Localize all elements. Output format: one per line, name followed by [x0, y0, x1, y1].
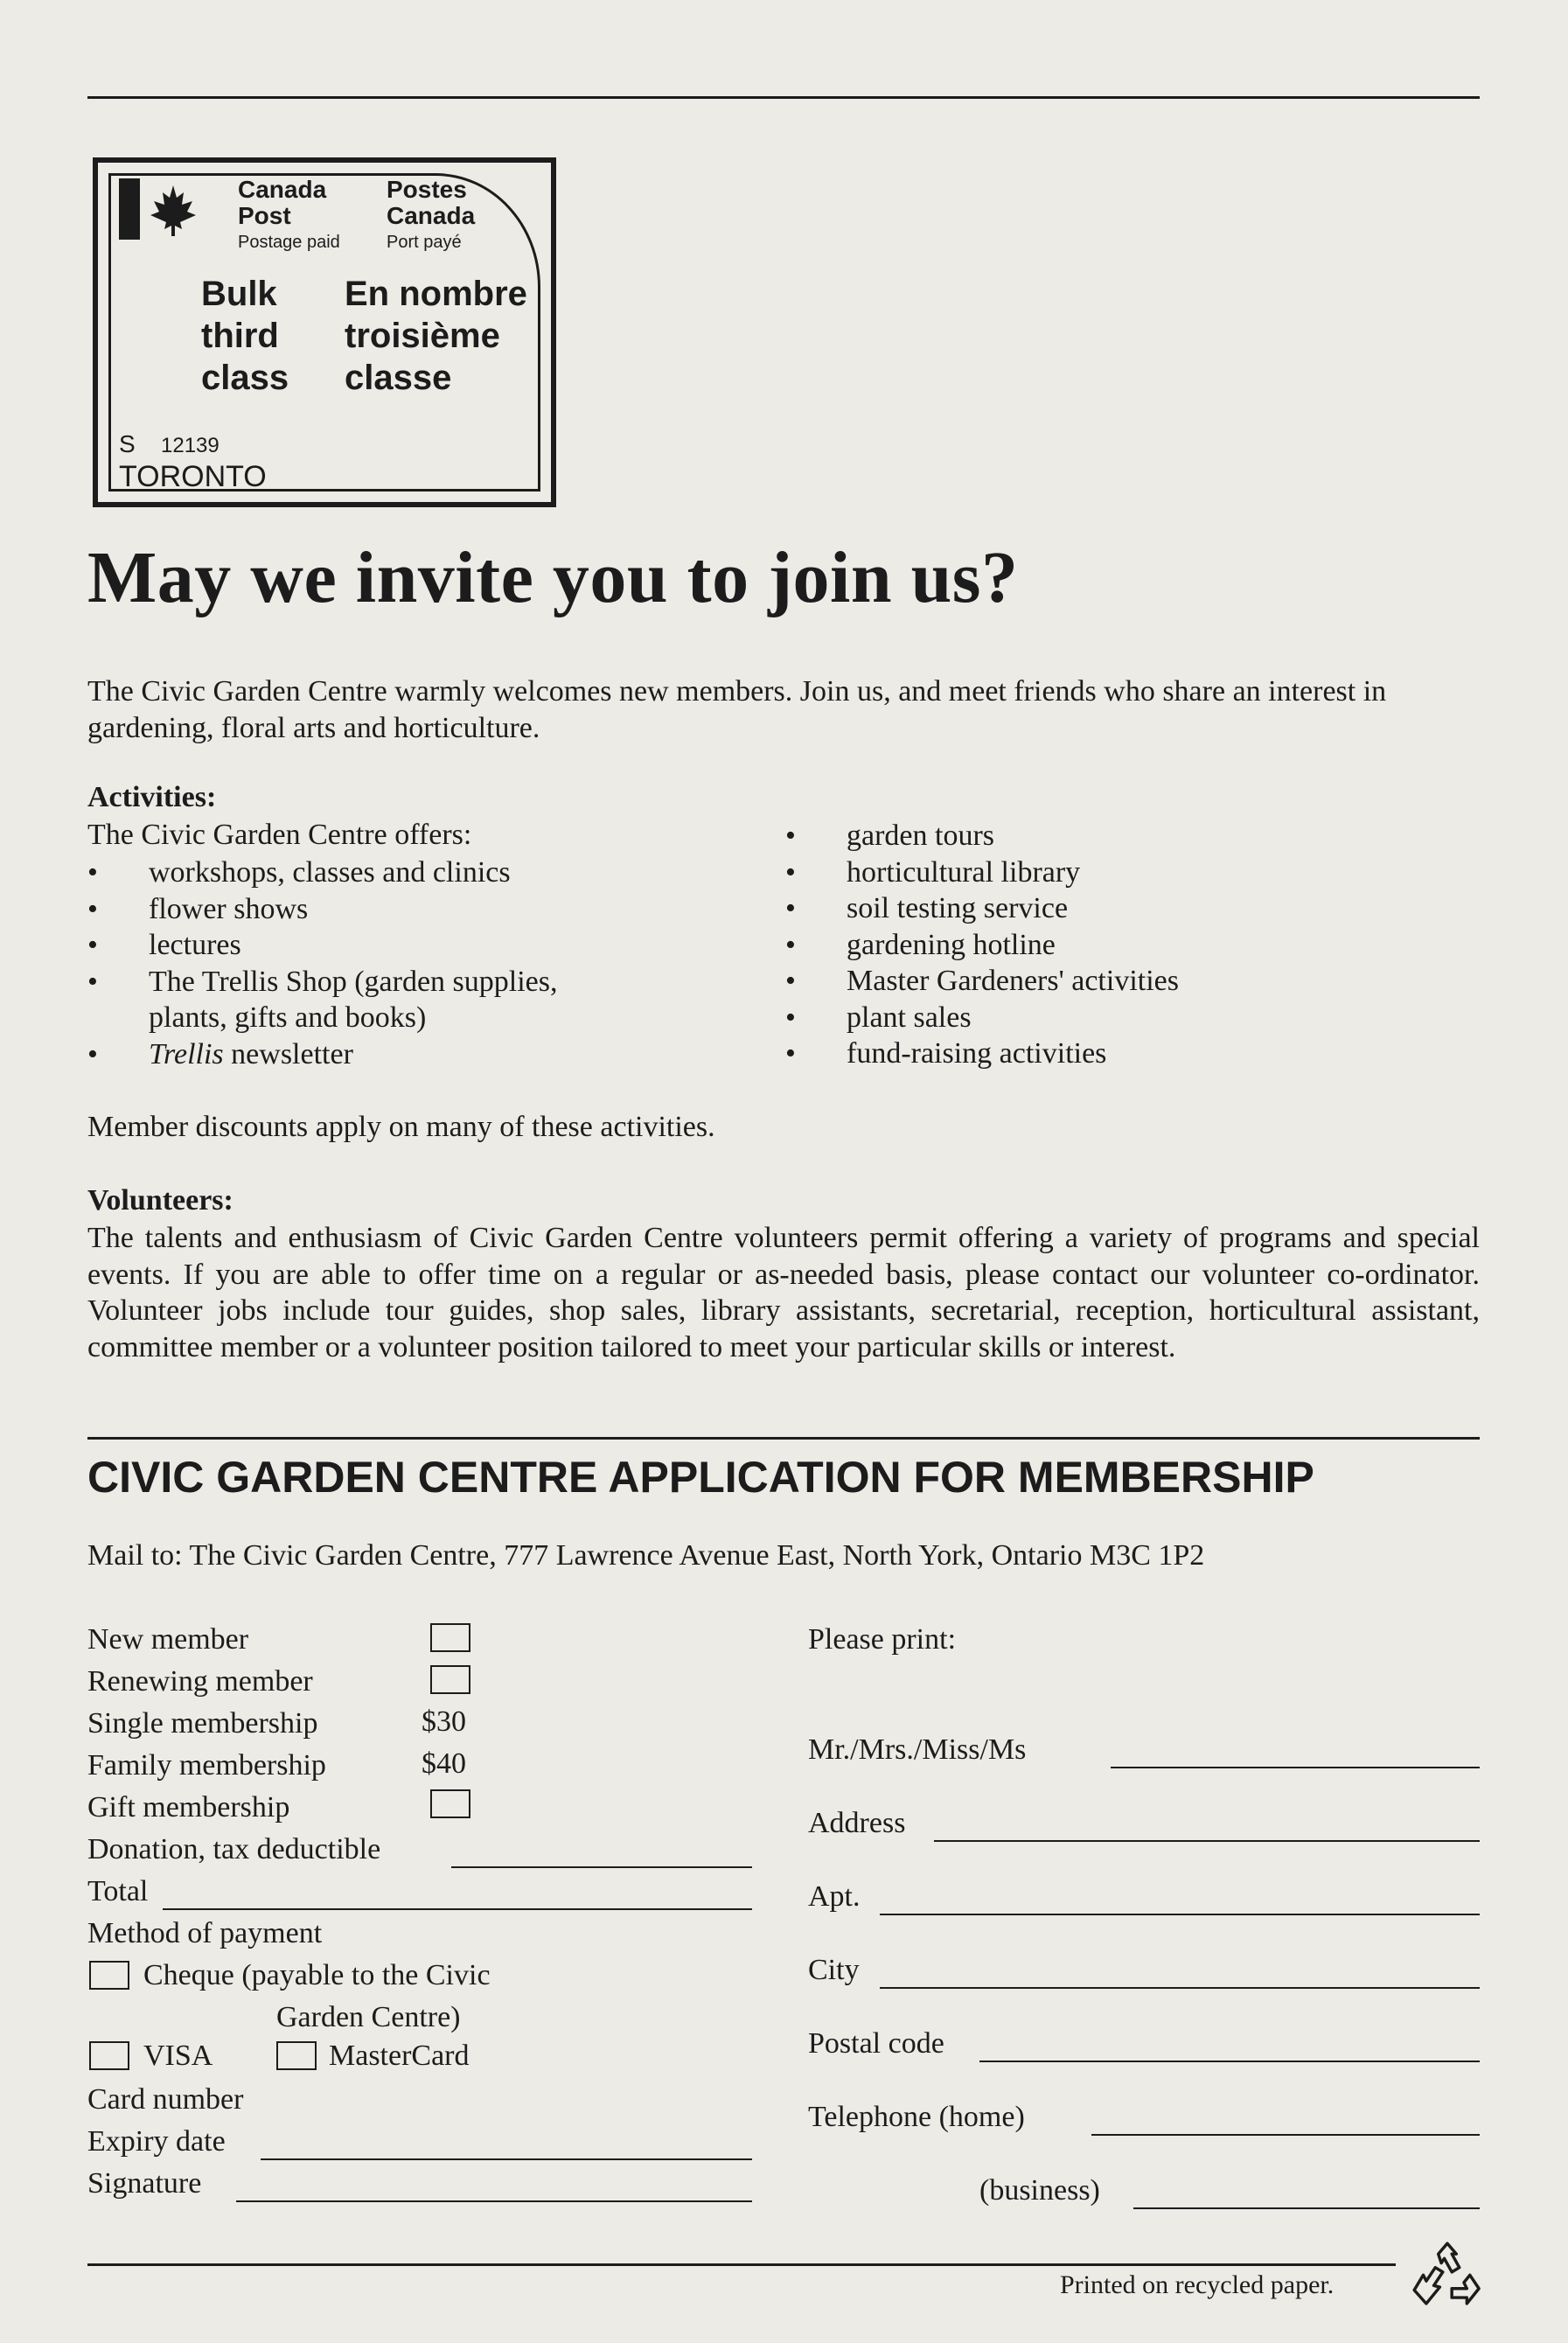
payment-method-label: Method of payment	[87, 1917, 323, 1949]
telephone-business-field[interactable]	[1133, 2207, 1480, 2209]
family-membership-label: Family membership	[87, 1749, 326, 1782]
address-label: Address	[808, 1807, 906, 1839]
stamp-bulk: Bulk	[201, 275, 277, 313]
stamp-en-nombre: En nombre	[345, 275, 527, 313]
list-item: • The Trellis Shop (garden supplies, plants, gifts and books)	[87, 964, 638, 1036]
volunteers-heading: Volunteers:	[87, 1184, 233, 1217]
family-membership-price: $40	[422, 1747, 466, 1780]
new-member-label: New member	[87, 1623, 249, 1656]
stamp-number: 12139	[161, 434, 220, 457]
postage-stamp	[93, 157, 556, 507]
postal-code-field[interactable]	[979, 2061, 1480, 2062]
stamp-city: TORONTO	[119, 460, 267, 493]
donation-field[interactable]	[451, 1866, 752, 1868]
list-item: • flower shows	[87, 891, 717, 928]
name-title-label: Mr./Mrs./Miss/Ms	[808, 1733, 1027, 1766]
expiry-date-label: Expiry date	[87, 2125, 226, 2158]
renewing-member-label: Renewing member	[87, 1665, 313, 1698]
single-membership-price: $30	[422, 1705, 466, 1738]
renewing-member-checkbox[interactable]	[430, 1665, 470, 1694]
gift-membership-checkbox[interactable]	[430, 1789, 470, 1818]
single-membership-label: Single membership	[87, 1707, 318, 1740]
visa-checkbox[interactable]	[89, 2041, 129, 2070]
name-field[interactable]	[1111, 1767, 1480, 1768]
stamp-classe: classe	[345, 359, 452, 397]
list-item: • garden tours	[785, 818, 1467, 854]
activities-heading: Activities:	[87, 781, 217, 813]
donation-label: Donation, tax deductible	[87, 1833, 381, 1865]
total-field[interactable]	[163, 1908, 752, 1910]
stamp-canada-fr: Canada	[387, 202, 476, 229]
postal-code-label: Postal code	[808, 2027, 944, 2060]
activities-offers: The Civic Garden Centre offers:	[87, 819, 472, 851]
intro-paragraph: The Civic Garden Centre warmly welcomes new members. Join us, and meet friends who share an interest in gardening, floral arts and horticulture.	[87, 675, 1387, 744]
city-label: City	[808, 1954, 860, 1986]
stamp-canada: Canada	[238, 176, 327, 203]
stamp-s: S	[119, 430, 136, 457]
stamp-postes: Postes	[387, 176, 467, 203]
member-discounts: Member discounts apply on many of these activities.	[87, 1111, 715, 1143]
stamp-third: third	[201, 317, 279, 355]
list-item: • horticultural library	[785, 854, 1467, 891]
canada-flag-icon	[119, 178, 206, 240]
new-member-checkbox[interactable]	[430, 1623, 470, 1652]
mail-to-address: Mail to: The Civic Garden Centre, 777 Lawrence Avenue East, North York, Ontario M3C 1P2	[87, 1539, 1205, 1572]
list-item: • lectures	[87, 927, 717, 964]
list-item: • Master Gardeners' activities	[785, 963, 1467, 1000]
address-field[interactable]	[934, 1840, 1480, 1842]
application-rule	[87, 1437, 1480, 1440]
expiry-date-field[interactable]	[261, 2158, 752, 2160]
gift-membership-label: Gift membership	[87, 1791, 290, 1823]
stamp-post: Post	[238, 202, 291, 229]
list-item: • workshops, classes and clinics	[87, 854, 717, 891]
top-rule	[87, 96, 1480, 99]
please-print-label: Please print:	[808, 1623, 957, 1656]
visa-label: VISA	[143, 2040, 213, 2072]
telephone-home-label: Telephone (home)	[808, 2101, 1025, 2133]
signature-label: Signature	[87, 2167, 202, 2200]
stamp-class: class	[201, 359, 289, 397]
stamp-troisieme: troisième	[345, 317, 500, 355]
newsletter-rest: newsletter	[223, 1037, 353, 1070]
card-number-label: Card number	[87, 2083, 244, 2116]
telephone-home-field[interactable]	[1091, 2134, 1480, 2136]
activities-left-list	[87, 854, 717, 1072]
cheque-label: Cheque (payable to the Civic	[143, 1959, 491, 1991]
cheque-label-2: Garden Centre)	[276, 2001, 461, 2033]
bottom-rule	[87, 2263, 1396, 2266]
mastercard-label: MasterCard	[329, 2040, 470, 2072]
volunteers-paragraph: The talents and enthusiasm of Civic Garden Centre volunteers permit offering a variety of programs and special events. If you are able to offer time on a regular or as-needed basis, please contact our volunteer co-ordinator. Volunteer jobs include tour guides, shop sales, library assistants, secretarial, reception, horticultural assistant, committee member or a volunteer position tailored to meet your particular skills or interest.	[87, 1222, 1480, 1363]
apt-field[interactable]	[880, 1914, 1480, 1915]
list-item: • fund-raising activities	[785, 1036, 1467, 1072]
total-label: Total	[87, 1875, 149, 1907]
list-item	[87, 1036, 717, 1073]
recycle-icon	[1410, 2239, 1485, 2314]
stamp-port-paye: Port payé	[387, 233, 462, 252]
mastercard-checkbox[interactable]	[276, 2041, 317, 2070]
list-item: • soil testing service	[785, 890, 1467, 927]
cheque-checkbox[interactable]	[89, 1961, 129, 1990]
apt-label: Apt.	[808, 1880, 861, 1913]
city-field[interactable]	[880, 1987, 1480, 1989]
recycled-paper-note: Printed on recycled paper.	[1060, 2270, 1335, 2299]
stamp-postage-paid: Postage paid	[238, 233, 340, 252]
newsletter-title: Trellis	[149, 1037, 224, 1070]
activities-right-list	[785, 818, 1467, 1072]
headline: May we invite you to join us?	[87, 537, 1019, 618]
telephone-business-label: (business)	[979, 2174, 1100, 2207]
application-title: CIVIC GARDEN CENTRE APPLICATION FOR MEMBERSHIP	[87, 1453, 1314, 1502]
list-item: • gardening hotline	[785, 927, 1467, 964]
signature-field[interactable]	[236, 2200, 752, 2202]
list-item: • plant sales	[785, 1000, 1467, 1036]
